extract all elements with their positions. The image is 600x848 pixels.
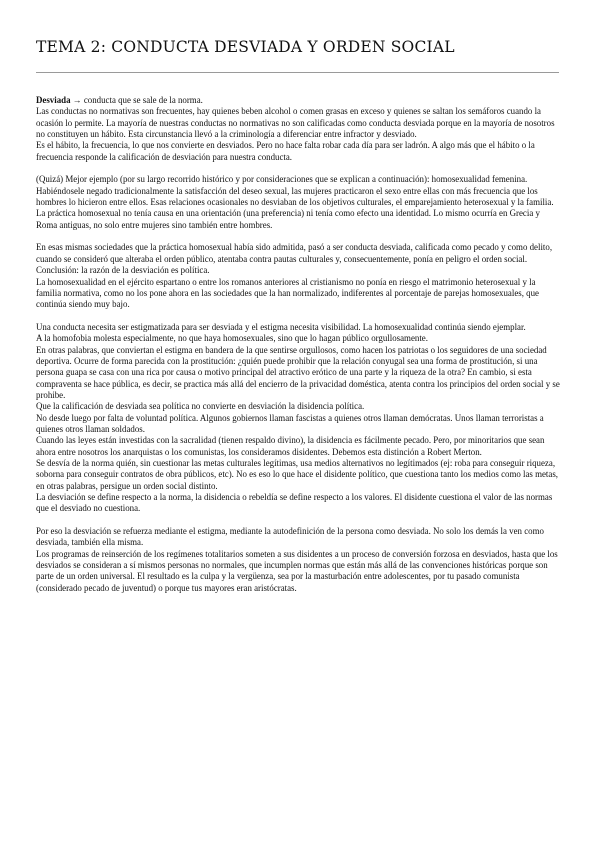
text-line: (Quizá) Mejor ejemplo (por su largo recorrido histórico y por consideraciones que se explican a continuación): homosexualidad femenina. Habiéndosele negado tradicionalmente la satisfacción del deseo sexual, las mujeres practicaron el sexo entre ellas con más frecuencia que los hombres lo hicieron entre ellos. Esas relaciones ocasionales no desviaban de los objetivos culturales, el emparejamiento heterosexual y la familia. La práctica homosexual no tenía causa en una orientación (una preferencia) ni tenía como efecto una identidad. Lo mismo ocurría en Grecia y Roma antiguas, no solo entre mujeres sino también entre hombres. (36, 174, 554, 230)
term-desviada: Desviada (36, 95, 71, 105)
paragraph-stigma (36, 322, 562, 515)
text-line: En otras palabras, que conviertan el estigma en bandera de la que sentirse orgullosos, como hacen los patriotas o los seguidores de una sociedad deportiva. Ocurre de forma parecida con la prostitución: ¿quién puede prohibir que la relación conyugal sea una forma de prostitución, si una persona guapa se casa con una rica por causa o motivo principal del atractivo erótico de una parte y la riqueza de la otra? En cambio, si esta compraventa se hace pública, es decir, se practica más allá del encierro de la privacidad doméstica, atenta contra los principios del orden social y se prohibe. (36, 344, 560, 400)
text-line: Que la calificación de desviada sea política no convierte en desviación la disidencia política. (36, 401, 365, 412)
text-line: Por eso la desviación se refuerza mediante el estigma, mediante la autodefinición de la persona como desviada. No solo los demás la ven como desviada, también ella misma. (36, 526, 544, 548)
paragraph-example (36, 174, 562, 231)
text-line: Las conductas no normativas son frecuentes, hay quienes beben alcohol o comen grasas en exceso y quienes se saltan los semáforos cuando la ocasión lo permite. La mayoría de nuestras conductas no normativas no son calificadas como conducta desviada porque en la mayoría de nosotros no constituyen un hábito. Esta circunstancia llevó a la criminología a diferenciar entre infractor y desviado. (36, 106, 555, 140)
text-line: Se desvía de la norma quién, sin cuestionar las metas culturales legítimas, usa medios alternativos no legítimados (ej: roba para conseguir riqueza, soborna para conseguir contratos de obra públicos, etc). No es eso lo que hace el disidente político, que cuestiona tanto los medios como las metas, en otras palabras, persigue un orden social distinto. (36, 458, 558, 491)
text-line: La desviación se define respecto a la norma, la disidencia o rebeldía se define respecto a los valores. El disidente cuestiona el valor de las normas que el desviado no cuestiona. (36, 492, 553, 514)
definition-text: → conducta que se sale de la norma. (70, 95, 203, 105)
text-line: En esas mismas sociedades que la práctica homosexual había sido admitida, pasó a ser conducta desviada, calificada como pecado y como delito, cuando se consideró que alteraba el orden público, atentaba contra pautas culturales y, consecuentemente, ponía en peligro el orden social. (36, 242, 553, 264)
text-line: La homosexualidad en el ejército espartano o entre los romanos anteriores al cristianismo no ponía en riesgo el matrimonio heterosexual y la familia normativa, como no los pone ahora en las sociedades que la han normalizado, indiferentes al porcentaje de parejas homosexuales, que continúa siendo muy bajo. (36, 276, 539, 310)
text-line: Es el hábito, la frecuencia, lo que nos convierte en desviados. Pero no hace falta robar cada día para ser ladrón. A algo más que el hábito o la frecuencia responde la calificación de desviación para nuestra conducta. (36, 140, 535, 162)
paragraph-political (36, 242, 562, 310)
text-line: Una conducta necesita ser estigmatizada para ser desviada y el estigma necesita visibilidad. La homosexualidad continúa siendo ejemplar. (36, 321, 526, 332)
text-line: No desde luego por falta de voluntad política. Algunos gobiernos llaman fascistas a quienes otros llaman demócratas. Unos llaman terroristas a quienes otros llaman soldados. (36, 412, 544, 434)
definition-line (36, 95, 562, 106)
paragraph-definition (36, 95, 562, 163)
page-title: TEMA 2: CONDUCTA DESVIADA Y ORDEN SOCIAL (36, 38, 455, 56)
document-body (36, 95, 562, 605)
paragraph-conclusion (36, 526, 562, 594)
text-line: Los programas de reinserción de los regímenes totalitarios someten a sus disidentes a un proceso de conversión forzosa en desviados, hasta que los desviados se consideran a sí mismos personas no normales, que incumplen normas que están más allá de las convenciones históricas porque son parte de un orden universal. El resultado es la culpa y la vergüenza, sea por la masturbación entre adolescentes, por tu pasado comunista (considerado pecado de juventud) o porque tus mayores eran aristócratas. (36, 548, 558, 593)
text-line: Conclusión: la razón de la desviación es política. (36, 265, 210, 276)
title-divider (36, 72, 559, 73)
text-line: A la homofobia molesta especialmente, no que haya homosexuales, sino que lo hagan público orgullosamente. (36, 333, 428, 344)
text-line: Cuando las leyes están investidas con la sacralidad (tienen respaldo divino), la disidencia es fácilmente pecado. Pero, por minoritarios que sean ahora entre nosotros los anarquistas o los comunistas, los consideramos disidentes. Debemos esta distinción a Robert Merton. (36, 435, 545, 457)
